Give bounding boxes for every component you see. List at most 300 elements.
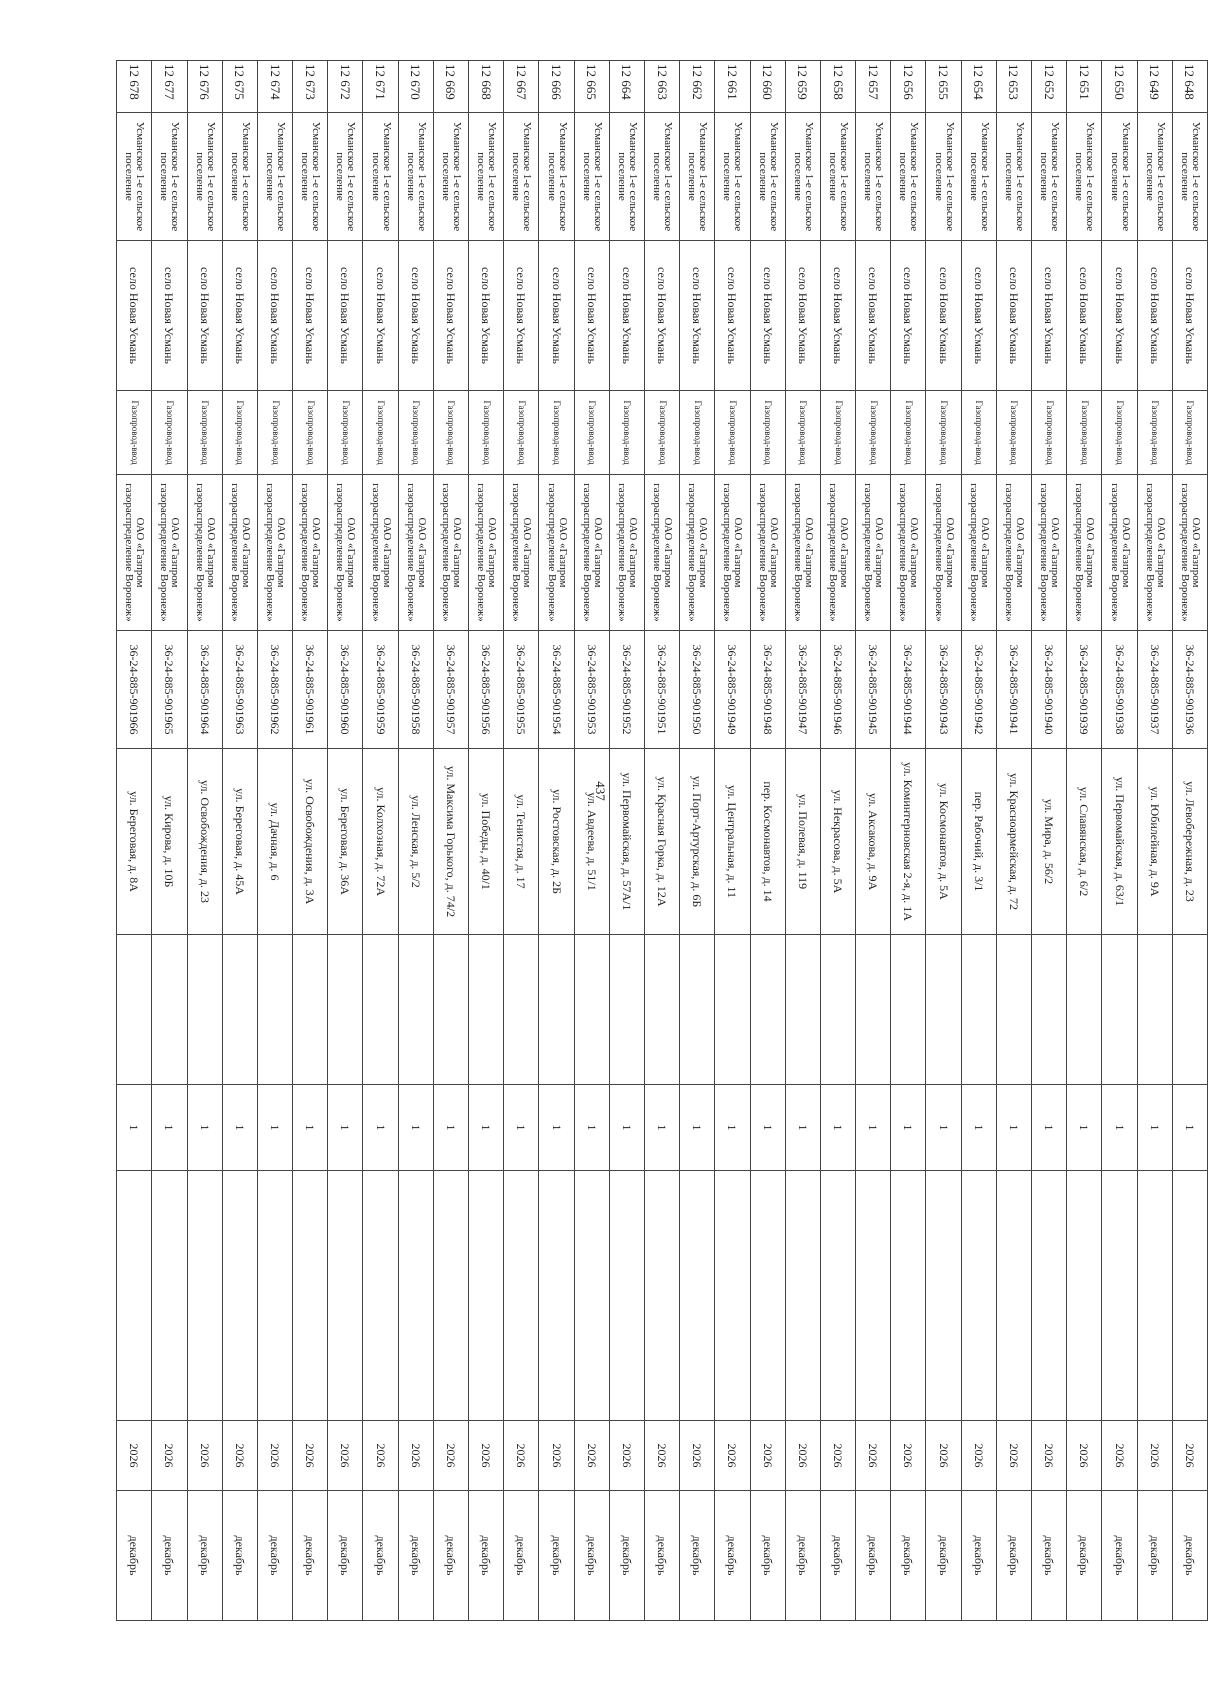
empty-cell <box>750 935 785 1085</box>
month-cell: декабрь <box>328 1491 363 1621</box>
table-row <box>363 61 398 1621</box>
row-number-cell: 12 661 <box>715 61 750 113</box>
address-cell: ул. Колхозная, д. 72А <box>363 749 398 935</box>
row-number-cell: 12 651 <box>1067 61 1102 113</box>
organization-cell: ОАО «Газпром газораспределение Воронеж» <box>504 475 539 631</box>
row-number-cell: 12 657 <box>856 61 891 113</box>
organization-cell: ОАО «Газпром газораспределение Воронеж» <box>856 475 891 631</box>
quantity-cell: 1 <box>996 1085 1031 1171</box>
object-type-cell: Газопровод-ввод <box>750 391 785 475</box>
quantity-cell: 1 <box>820 1085 855 1171</box>
month-cell: декабрь <box>645 1491 680 1621</box>
village-cell: село Новая Усмань <box>680 241 715 391</box>
year-cell: 2026 <box>1137 1421 1172 1491</box>
object-type-cell: Газопровод-ввод <box>1172 391 1207 475</box>
object-type-cell: Газопровод-ввод <box>433 391 468 475</box>
organization-cell: ОАО «Газпром газораспределение Воронеж» <box>363 475 398 631</box>
settlement-cell: Усманское 1-е сельское поселение <box>222 113 257 241</box>
settlement-cell: Усманское 1-е сельское поселение <box>715 113 750 241</box>
empty-cell <box>926 1171 961 1421</box>
empty-cell <box>433 935 468 1085</box>
empty-cell <box>785 1171 820 1421</box>
table-row <box>785 61 820 1621</box>
organization-cell: ОАО «Газпром газораспределение Воронеж» <box>1102 475 1137 631</box>
month-cell: декабрь <box>574 1491 609 1621</box>
object-type-cell: Газопровод-ввод <box>1137 391 1172 475</box>
address-cell: ул. Первомайская, д. 63/1 <box>1102 749 1137 935</box>
year-cell: 2026 <box>820 1421 855 1491</box>
village-cell: село Новая Усмань <box>574 241 609 391</box>
settlement-cell: Усманское 1-е сельское поселение <box>1032 113 1067 241</box>
empty-cell <box>1137 1171 1172 1421</box>
object-code-cell: 36-24-885-901956 <box>469 631 504 749</box>
month-cell: декабрь <box>504 1491 539 1621</box>
empty-cell <box>257 1171 292 1421</box>
object-type-cell: Газопровод-ввод <box>539 391 574 475</box>
object-code-cell: 36-24-885-901945 <box>856 631 891 749</box>
quantity-cell: 1 <box>715 1085 750 1171</box>
object-type-cell: Газопровод-ввод <box>398 391 433 475</box>
row-number-cell: 12 673 <box>293 61 328 113</box>
month-cell: декабрь <box>152 1491 187 1621</box>
object-code-cell: 36-24-885-901942 <box>961 631 996 749</box>
object-type-cell: Газопровод-ввод <box>257 391 292 475</box>
table-row <box>856 61 891 1621</box>
table-row <box>152 61 187 1621</box>
settlement-cell: Усманское 1-е сельское поселение <box>856 113 891 241</box>
month-cell: декабрь <box>715 1491 750 1621</box>
quantity-cell: 1 <box>504 1085 539 1171</box>
empty-cell <box>187 1171 222 1421</box>
empty-cell <box>680 935 715 1085</box>
month-cell: декабрь <box>222 1491 257 1621</box>
object-code-cell: 36-24-885-901953 <box>574 631 609 749</box>
village-cell: село Новая Усмань <box>785 241 820 391</box>
organization-cell: ОАО «Газпром газораспределение Воронеж» <box>574 475 609 631</box>
object-code-cell: 36-24-885-901936 <box>1172 631 1207 749</box>
table-row <box>1032 61 1067 1621</box>
empty-cell <box>891 935 926 1085</box>
table-row <box>609 61 644 1621</box>
object-code-cell: 36-24-885-901947 <box>785 631 820 749</box>
object-code-cell: 36-24-885-901954 <box>539 631 574 749</box>
settlement-cell: Усманское 1-е сельское поселение <box>539 113 574 241</box>
village-cell: село Новая Усмань <box>539 241 574 391</box>
row-number-cell: 12 658 <box>820 61 855 113</box>
row-number-cell: 12 649 <box>1137 61 1172 113</box>
month-cell: декабрь <box>1102 1491 1137 1621</box>
table-row <box>1067 61 1102 1621</box>
table-row <box>257 61 292 1621</box>
table-row <box>680 61 715 1621</box>
settlement-cell: Усманское 1-е сельское поселение <box>609 113 644 241</box>
object-type-cell: Газопровод-ввод <box>504 391 539 475</box>
page-number: 437 <box>593 781 608 801</box>
address-cell: ул. Береговая, д. 8А <box>117 749 152 935</box>
object-code-cell: 36-24-885-901952 <box>609 631 644 749</box>
month-cell: декабрь <box>469 1491 504 1621</box>
settlement-cell: Усманское 1-е сельское поселение <box>750 113 785 241</box>
quantity-cell: 1 <box>680 1085 715 1171</box>
village-cell: село Новая Усмань <box>257 241 292 391</box>
empty-cell <box>1067 935 1102 1085</box>
object-type-cell: Газопровод-ввод <box>785 391 820 475</box>
object-type-cell: Газопровод-ввод <box>680 391 715 475</box>
address-cell: ул. Тенистая, д. 17 <box>504 749 539 935</box>
year-cell: 2026 <box>750 1421 785 1491</box>
empty-cell <box>328 1171 363 1421</box>
organization-cell: ОАО «Газпром газораспределение Воронеж» <box>715 475 750 631</box>
settlement-cell: Усманское 1-е сельское поселение <box>1067 113 1102 241</box>
empty-cell <box>609 935 644 1085</box>
village-cell: село Новая Усмань <box>187 241 222 391</box>
empty-cell <box>1032 935 1067 1085</box>
empty-cell <box>363 1171 398 1421</box>
organization-cell: ОАО «Газпром газораспределение Воронеж» <box>645 475 680 631</box>
table-row <box>187 61 222 1621</box>
month-cell: декабрь <box>1172 1491 1207 1621</box>
address-cell: ул. Кирова, д. 10Б <box>152 749 187 935</box>
object-code-cell: 36-24-885-901966 <box>117 631 152 749</box>
address-cell: ул. Некрасова, д. 5А <box>820 749 855 935</box>
empty-cell <box>680 1171 715 1421</box>
empty-cell <box>293 1171 328 1421</box>
object-code-cell: 36-24-885-901964 <box>187 631 222 749</box>
settlement-cell: Усманское 1-е сельское поселение <box>1137 113 1172 241</box>
empty-cell <box>750 1171 785 1421</box>
table-row <box>961 61 996 1621</box>
year-cell: 2026 <box>222 1421 257 1491</box>
empty-cell <box>785 935 820 1085</box>
object-code-cell: 36-24-885-901961 <box>293 631 328 749</box>
empty-cell <box>469 1171 504 1421</box>
object-code-cell: 36-24-885-901946 <box>820 631 855 749</box>
organization-cell: ОАО «Газпром газораспределение Воронеж» <box>926 475 961 631</box>
quantity-cell: 1 <box>1032 1085 1067 1171</box>
empty-cell <box>539 935 574 1085</box>
object-type-cell: Газопровод-ввод <box>961 391 996 475</box>
settlement-cell: Усманское 1-е сельское поселение <box>257 113 292 241</box>
organization-cell: ОАО «Газпром газораспределение Воронеж» <box>187 475 222 631</box>
quantity-cell: 1 <box>1102 1085 1137 1171</box>
empty-cell <box>1102 935 1137 1085</box>
object-code-cell: 36-24-885-901937 <box>1137 631 1172 749</box>
empty-cell <box>187 935 222 1085</box>
empty-cell <box>574 1171 609 1421</box>
table-row <box>398 61 433 1621</box>
empty-cell <box>856 1171 891 1421</box>
empty-cell <box>117 1171 152 1421</box>
village-cell: село Новая Усмань <box>1172 241 1207 391</box>
month-cell: декабрь <box>1032 1491 1067 1621</box>
year-cell: 2026 <box>891 1421 926 1491</box>
object-type-cell: Газопровод-ввод <box>152 391 187 475</box>
year-cell: 2026 <box>1102 1421 1137 1491</box>
empty-cell <box>926 935 961 1085</box>
row-number-cell: 12 656 <box>891 61 926 113</box>
address-cell: ул. Береговая, д. 45А <box>222 749 257 935</box>
year-cell: 2026 <box>504 1421 539 1491</box>
settlement-cell: Усманское 1-е сельское поселение <box>293 113 328 241</box>
table-row <box>1137 61 1172 1621</box>
month-cell: декабрь <box>187 1491 222 1621</box>
year-cell: 2026 <box>1032 1421 1067 1491</box>
object-type-cell: Газопровод-ввод <box>715 391 750 475</box>
year-cell: 2026 <box>926 1421 961 1491</box>
settlement-cell: Усманское 1-е сельское поселение <box>1102 113 1137 241</box>
month-cell: декабрь <box>820 1491 855 1621</box>
empty-cell <box>961 1171 996 1421</box>
quantity-cell: 1 <box>433 1085 468 1171</box>
year-cell: 2026 <box>117 1421 152 1491</box>
year-cell: 2026 <box>187 1421 222 1491</box>
table-row <box>293 61 328 1621</box>
month-cell: декабрь <box>433 1491 468 1621</box>
year-cell: 2026 <box>328 1421 363 1491</box>
year-cell: 2026 <box>398 1421 433 1491</box>
year-cell: 2026 <box>152 1421 187 1491</box>
year-cell: 2026 <box>609 1421 644 1491</box>
quantity-cell: 1 <box>222 1085 257 1171</box>
month-cell: декабрь <box>926 1491 961 1621</box>
village-cell: село Новая Усмань <box>1067 241 1102 391</box>
address-cell: ул. Аксакова, д. 9А <box>856 749 891 935</box>
village-cell: село Новая Усмань <box>152 241 187 391</box>
rotated-page <box>116 60 1208 1620</box>
settlement-cell: Усманское 1-е сельское поселение <box>785 113 820 241</box>
table-row <box>328 61 363 1621</box>
month-cell: декабрь <box>257 1491 292 1621</box>
village-cell: село Новая Усмань <box>961 241 996 391</box>
village-cell: село Новая Усмань <box>504 241 539 391</box>
address-cell: ул. Ростовская, д. 2Б <box>539 749 574 935</box>
object-type-cell: Газопровод-ввод <box>926 391 961 475</box>
organization-cell: ОАО «Газпром газораспределение Воронеж» <box>398 475 433 631</box>
month-cell: декабрь <box>680 1491 715 1621</box>
month-cell: декабрь <box>609 1491 644 1621</box>
address-cell: ул. Ленская, д. 5/2 <box>398 749 433 935</box>
quantity-cell: 1 <box>539 1085 574 1171</box>
organization-cell: ОАО «Газпром газораспределение Воронеж» <box>433 475 468 631</box>
year-cell: 2026 <box>469 1421 504 1491</box>
table-row <box>574 61 609 1621</box>
quantity-cell: 1 <box>750 1085 785 1171</box>
organization-cell: ОАО «Газпром газораспределение Воронеж» <box>1032 475 1067 631</box>
address-cell: ул. Авдеева, д. 51/1 <box>574 749 609 935</box>
empty-cell <box>856 935 891 1085</box>
settlement-cell: Усманское 1-е сельское поселение <box>680 113 715 241</box>
year-cell: 2026 <box>1172 1421 1207 1491</box>
row-number-cell: 12 667 <box>504 61 539 113</box>
table-row <box>926 61 961 1621</box>
empty-cell <box>1067 1171 1102 1421</box>
empty-cell <box>891 1171 926 1421</box>
organization-cell: ОАО «Газпром газораспределение Воронеж» <box>257 475 292 631</box>
empty-cell <box>117 935 152 1085</box>
organization-cell: ОАО «Газпром газораспределение Воронеж» <box>117 475 152 631</box>
quantity-cell: 1 <box>152 1085 187 1171</box>
object-code-cell: 36-24-885-901939 <box>1067 631 1102 749</box>
row-number-cell: 12 674 <box>257 61 292 113</box>
object-type-cell: Газопровод-ввод <box>187 391 222 475</box>
address-cell: ул. Порт-Артурская, д. 6Б <box>680 749 715 935</box>
settlement-cell: Усманское 1-е сельское поселение <box>926 113 961 241</box>
object-type-cell: Газопровод-ввод <box>117 391 152 475</box>
object-code-cell: 36-24-885-901950 <box>680 631 715 749</box>
year-cell: 2026 <box>433 1421 468 1491</box>
year-cell: 2026 <box>961 1421 996 1491</box>
object-code-cell: 36-24-885-901965 <box>152 631 187 749</box>
address-cell: ул. Победы, д. 40/1 <box>469 749 504 935</box>
object-type-cell: Газопровод-ввод <box>1032 391 1067 475</box>
settlement-cell: Усманское 1-е сельское поселение <box>152 113 187 241</box>
table-row <box>715 61 750 1621</box>
row-number-cell: 12 676 <box>187 61 222 113</box>
address-cell: ул. Космонавтов, д. 5А <box>926 749 961 935</box>
quantity-cell: 1 <box>293 1085 328 1171</box>
settlement-cell: Усманское 1-е сельское поселение <box>645 113 680 241</box>
table-row <box>891 61 926 1621</box>
object-type-cell: Газопровод-ввод <box>645 391 680 475</box>
address-cell: ул. Коминтерновская 2-я, д. 1А <box>891 749 926 935</box>
table-row <box>539 61 574 1621</box>
quantity-cell: 1 <box>1137 1085 1172 1171</box>
village-cell: село Новая Усмань <box>820 241 855 391</box>
row-number-cell: 12 664 <box>609 61 644 113</box>
object-code-cell: 36-24-885-901955 <box>504 631 539 749</box>
empty-cell <box>1032 1171 1067 1421</box>
table-row <box>469 61 504 1621</box>
address-cell: пер. Космонавтов, д. 14 <box>750 749 785 935</box>
year-cell: 2026 <box>715 1421 750 1491</box>
village-cell: село Новая Усмань <box>926 241 961 391</box>
year-cell: 2026 <box>680 1421 715 1491</box>
empty-cell <box>398 1171 433 1421</box>
table-row <box>117 61 152 1621</box>
empty-cell <box>222 935 257 1085</box>
row-number-cell: 12 654 <box>961 61 996 113</box>
object-type-cell: Газопровод-ввод <box>856 391 891 475</box>
object-type-cell: Газопровод-ввод <box>363 391 398 475</box>
month-cell: декабрь <box>539 1491 574 1621</box>
object-code-cell: 36-24-885-901963 <box>222 631 257 749</box>
object-code-cell: 36-24-885-901951 <box>645 631 680 749</box>
empty-cell <box>996 1171 1031 1421</box>
empty-cell <box>820 1171 855 1421</box>
empty-cell <box>469 935 504 1085</box>
empty-cell <box>645 1171 680 1421</box>
year-cell: 2026 <box>1067 1421 1102 1491</box>
year-cell: 2026 <box>996 1421 1031 1491</box>
row-number-cell: 12 670 <box>398 61 433 113</box>
object-code-cell: 36-24-885-901949 <box>715 631 750 749</box>
address-cell: ул. Береговая, д. 36А <box>328 749 363 935</box>
row-number-cell: 12 668 <box>469 61 504 113</box>
organization-cell: ОАО «Газпром газораспределение Воронеж» <box>996 475 1031 631</box>
settlement-cell: Усманское 1-е сельское поселение <box>820 113 855 241</box>
village-cell: село Новая Усмань <box>363 241 398 391</box>
village-cell: село Новая Усмань <box>222 241 257 391</box>
address-cell: ул. Дачная, д. 6 <box>257 749 292 935</box>
village-cell: село Новая Усмань <box>117 241 152 391</box>
object-type-cell: Газопровод-ввод <box>469 391 504 475</box>
object-code-cell: 36-24-885-901938 <box>1102 631 1137 749</box>
address-cell: ул. Первомайская, д. 57А/1 <box>609 749 644 935</box>
organization-cell: ОАО «Газпром газораспределение Воронеж» <box>961 475 996 631</box>
object-code-cell: 36-24-885-901958 <box>398 631 433 749</box>
object-code-cell: 36-24-885-901940 <box>1032 631 1067 749</box>
month-cell: декабрь <box>398 1491 433 1621</box>
quantity-cell: 1 <box>891 1085 926 1171</box>
village-cell: село Новая Усмань <box>645 241 680 391</box>
empty-cell <box>609 1171 644 1421</box>
object-type-cell: Газопровод-ввод <box>891 391 926 475</box>
year-cell: 2026 <box>785 1421 820 1491</box>
year-cell: 2026 <box>856 1421 891 1491</box>
village-cell: село Новая Усмань <box>891 241 926 391</box>
empty-cell <box>398 935 433 1085</box>
row-number-cell: 12 660 <box>750 61 785 113</box>
village-cell: село Новая Усмань <box>609 241 644 391</box>
object-type-cell: Газопровод-ввод <box>574 391 609 475</box>
table-row <box>504 61 539 1621</box>
row-number-cell: 12 677 <box>152 61 187 113</box>
village-cell: село Новая Усмань <box>750 241 785 391</box>
settlement-cell: Усманское 1-е сельское поселение <box>117 113 152 241</box>
address-cell: ул. Центральная, д. 11 <box>715 749 750 935</box>
row-number-cell: 12 650 <box>1102 61 1137 113</box>
object-type-cell: Газопровод-ввод <box>328 391 363 475</box>
month-cell: декабрь <box>117 1491 152 1621</box>
address-cell: пер. Рабочий, д. 3/1 <box>961 749 996 935</box>
address-cell: ул. Красноармейская, д. 72 <box>996 749 1031 935</box>
row-number-cell: 12 655 <box>926 61 961 113</box>
month-cell: декабрь <box>1067 1491 1102 1621</box>
empty-cell <box>1137 935 1172 1085</box>
table-row <box>996 61 1031 1621</box>
table-row <box>820 61 855 1621</box>
empty-cell <box>152 1171 187 1421</box>
gas-pipeline-table <box>116 60 1208 1621</box>
month-cell: декабрь <box>856 1491 891 1621</box>
organization-cell: ОАО «Газпром газораспределение Воронеж» <box>785 475 820 631</box>
empty-cell <box>222 1171 257 1421</box>
object-code-cell: 36-24-885-901959 <box>363 631 398 749</box>
empty-cell <box>820 935 855 1085</box>
quantity-cell: 1 <box>469 1085 504 1171</box>
village-cell: село Новая Усмань <box>433 241 468 391</box>
empty-cell <box>539 1171 574 1421</box>
row-number-cell: 12 678 <box>117 61 152 113</box>
table-row <box>750 61 785 1621</box>
object-code-cell: 36-24-885-901962 <box>257 631 292 749</box>
quantity-cell: 1 <box>398 1085 433 1171</box>
empty-cell <box>715 935 750 1085</box>
address-cell: ул. Мира, д. 56/2 <box>1032 749 1067 935</box>
quantity-cell: 1 <box>609 1085 644 1171</box>
village-cell: село Новая Усмань <box>469 241 504 391</box>
object-type-cell: Газопровод-ввод <box>609 391 644 475</box>
settlement-cell: Усманское 1-е сельское поселение <box>433 113 468 241</box>
organization-cell: ОАО «Газпром газораспределение Воронеж» <box>750 475 785 631</box>
settlement-cell: Усманское 1-е сельское поселение <box>961 113 996 241</box>
row-number-cell: 12 648 <box>1172 61 1207 113</box>
village-cell: село Новая Усмань <box>1032 241 1067 391</box>
object-type-cell: Газопровод-ввод <box>1102 391 1137 475</box>
organization-cell: ОАО «Газпром газораспределение Воронеж» <box>820 475 855 631</box>
organization-cell: ОАО «Газпром газораспределение Воронеж» <box>469 475 504 631</box>
month-cell: декабрь <box>1137 1491 1172 1621</box>
